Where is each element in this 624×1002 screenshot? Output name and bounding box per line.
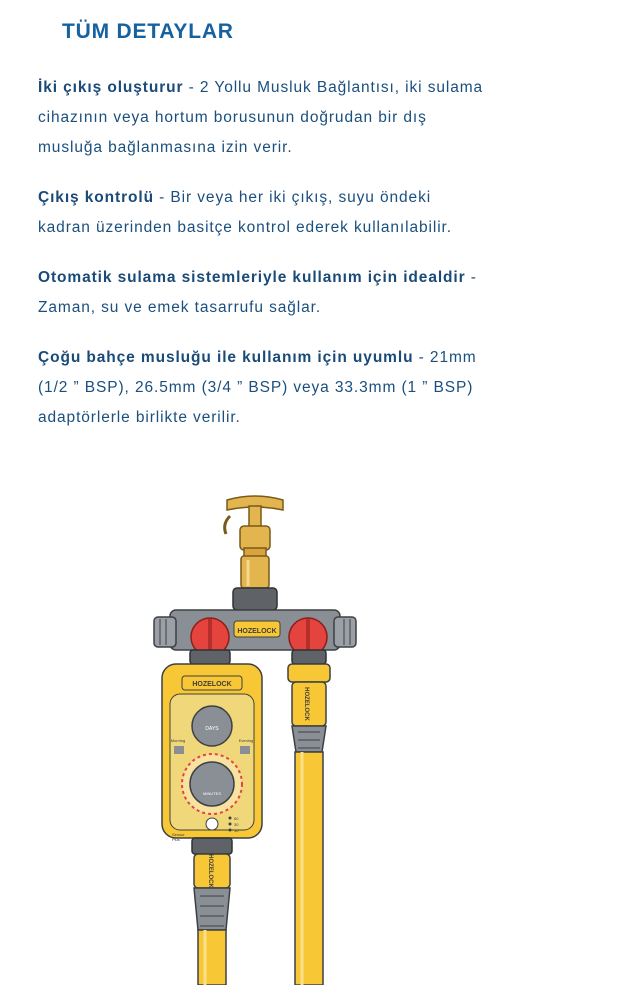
- timer-days-label: DAYS: [205, 726, 219, 732]
- timer-model-label: Plus: [172, 837, 180, 842]
- feature-heading: Çıkış kontrolü: [38, 189, 154, 206]
- feature-compatibility: [38, 343, 488, 433]
- left-outlet-nut-icon: [190, 650, 230, 664]
- feature-heading: Otomatik sulama sistemleriyle kullanım için idealdir: [38, 269, 466, 286]
- timer-morning-label: Morning: [170, 738, 186, 743]
- feature-description: - Bir veya her iki çıkış, suyu öndeki kadran üzerinden basitçe kontrol ederek kullanılabilir.: [38, 189, 452, 236]
- timer-led-label: 60: [234, 816, 239, 821]
- timer-led-label: 10: [234, 828, 239, 833]
- feature-heading: Çoğu bahçe musluğu ile kullanım için uyumlu: [38, 349, 414, 366]
- timer-led-label: 30: [234, 822, 239, 827]
- feature-description: - 21mm (1/2 ” BSP), 26.5mm (3/4 ” BSP) veya 33.3mm (1 ” BSP) adaptörlerle birlikte verilir.: [38, 349, 477, 426]
- brand-label: HOZELOCK: [192, 681, 232, 688]
- feature-description: - 2 Yollu Musluk Bağlantısı, iki sulama cihazının veya hortum borusunun doğrudan bir dış musluğa bağlanmasına izin verir.: [38, 79, 484, 156]
- timer-model-label: Sensor: [172, 832, 185, 837]
- top-nut-icon: [233, 588, 277, 610]
- feature-outlet-control: [38, 183, 488, 243]
- right-connector-icon: [288, 650, 330, 752]
- brass-tap-icon: [225, 496, 283, 588]
- brand-label: HOZELOCK: [303, 687, 309, 721]
- left-connector-icon: [192, 838, 232, 930]
- feature-two-outlets: [38, 73, 488, 163]
- water-timer-icon: [162, 664, 262, 842]
- brand-label: HOZELOCK: [207, 854, 213, 888]
- feature-description: - Zaman, su ve emek tasarrufu sağlar.: [38, 269, 477, 316]
- product-illustration: [130, 490, 380, 985]
- feature-automatic-irrigation: [38, 263, 488, 323]
- feature-list: [38, 73, 488, 453]
- timer-evening-label: Evening: [238, 738, 254, 743]
- left-hose-icon: [198, 930, 226, 985]
- timer-minutes-label: MINUTES: [203, 791, 221, 796]
- feature-heading: İki çıkış oluşturur: [38, 79, 184, 96]
- page-title: TÜM DETAYLAR: [62, 20, 234, 43]
- right-hose-icon: [295, 752, 323, 985]
- brand-label: HOZELOCK: [237, 628, 277, 635]
